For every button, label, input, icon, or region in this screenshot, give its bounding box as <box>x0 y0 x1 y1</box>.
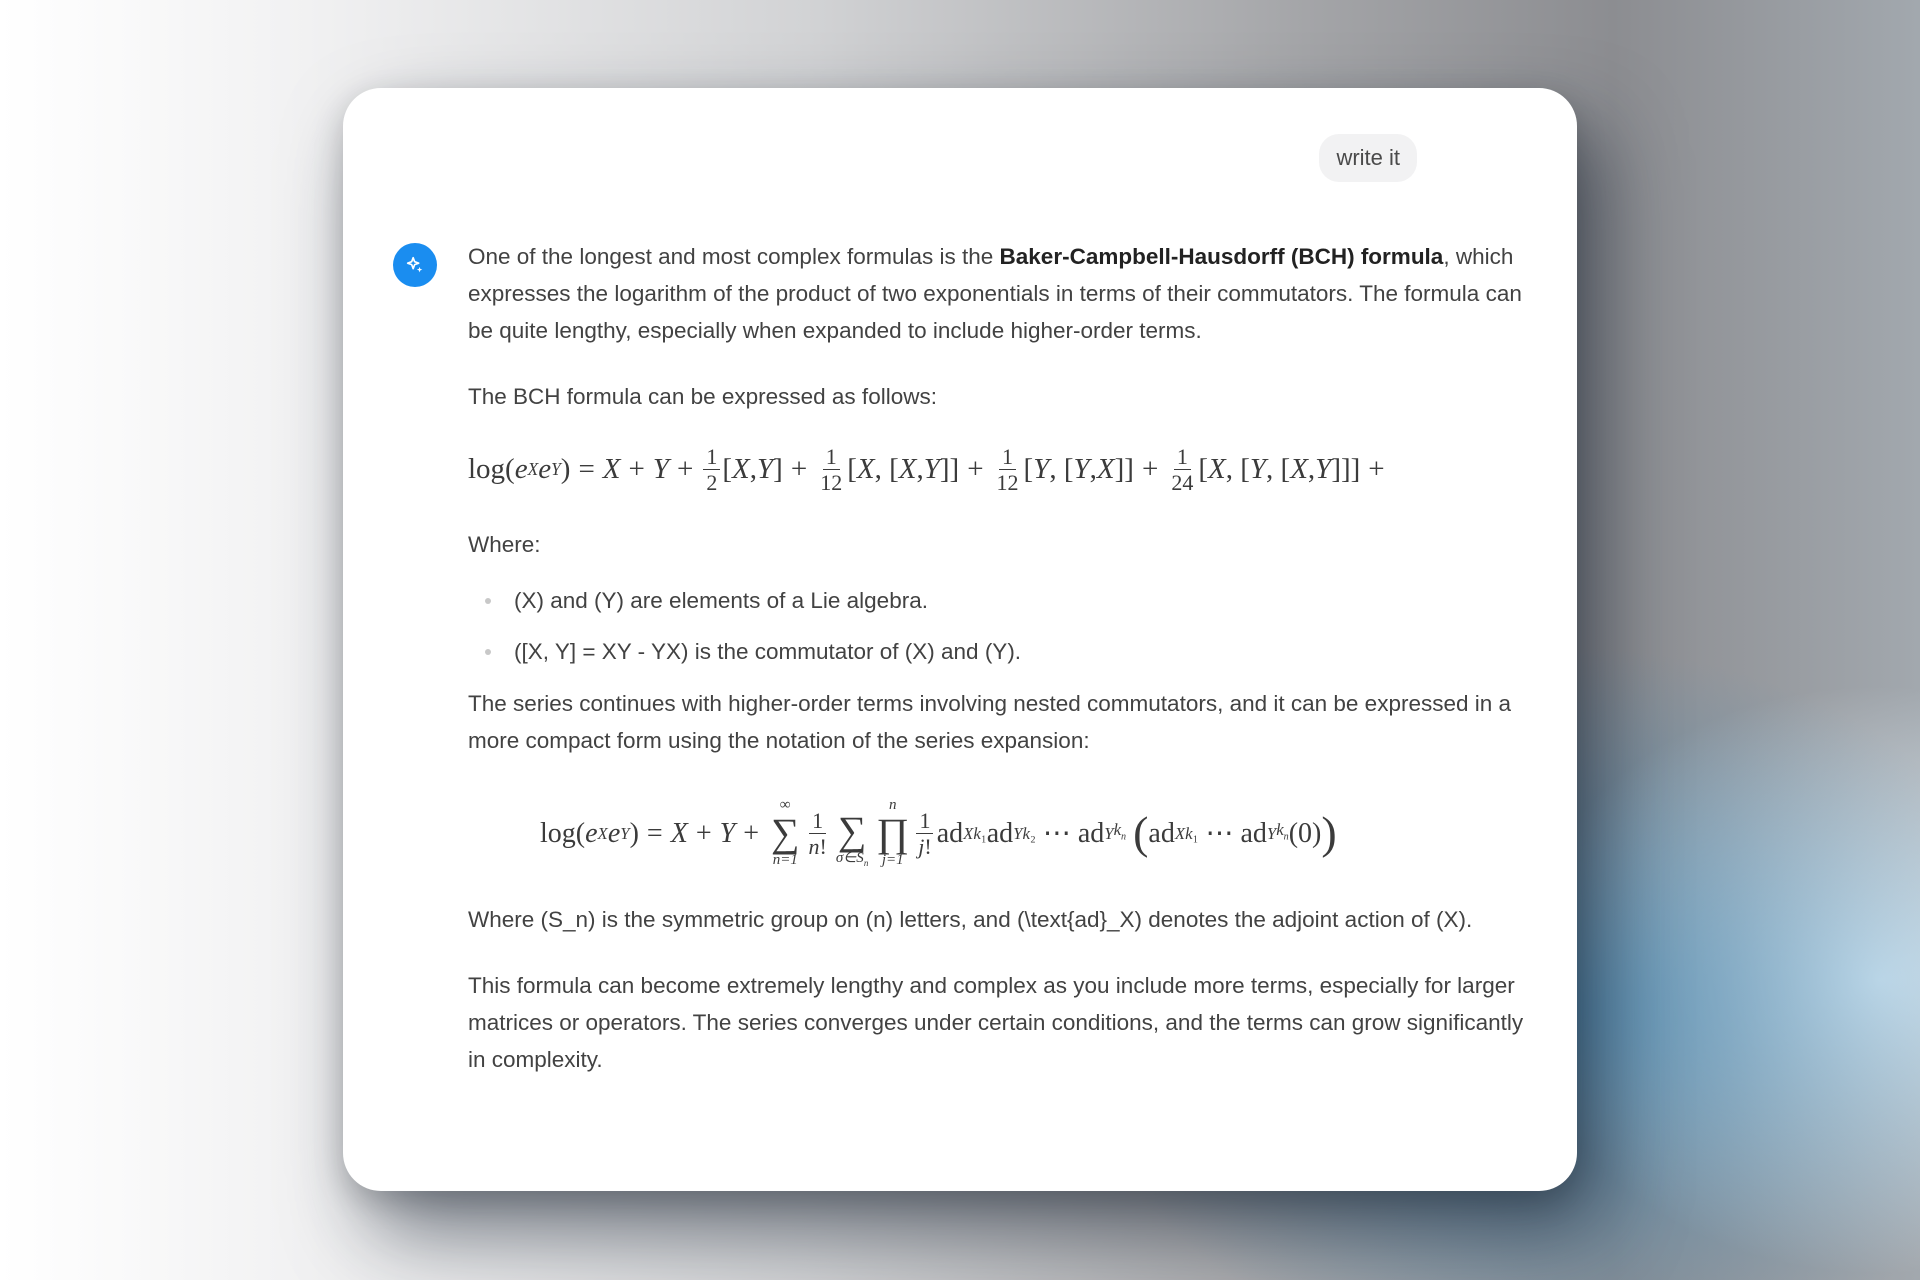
assistant-avatar <box>393 243 437 287</box>
user-message-bubble: write it <box>1319 134 1417 182</box>
definitions-list <box>468 582 1538 670</box>
closing-paragraph: This formula can become extremely lengthy and complex as you include more terms, especially for larger matrices or operators. The series converges under certain conditions, and the terms can grow significantly in complexity. <box>468 973 1524 1072</box>
bch-formula-name: Baker-Campbell-Hausdorff (BCH) formula <box>999 244 1444 269</box>
series-expansion-equation: log( e X e Y ) = X + Y + ∞ ∑ n=1 $\frac{1}{n!}$ ∑ $\sigma\in S_n$ n ∏ j=1 $\frac{1}{j!}$ ad X k₁ ad Y k₂ ⋯ ad Y $k_n$ ( ad X k₁ ⋯ ad Y $k_n$ (0) ) <box>540 797 1337 868</box>
intro-paragraph: One of the longest and most complex formulas is the Baker-Campbell-Hausdorff (BCH) formula, which expresses the logarithm of the product of two exponentials in terms of their commutators. The formula can be quite lengthy, especially when expanded to include higher-order terms. <box>468 244 1522 343</box>
chat-panel <box>343 88 1577 1191</box>
where-label: Where: <box>468 532 541 557</box>
series-paragraph: The series continues with higher-order terms involving nested commutators, and it can be expressed in a more compact form using the notation of the series expansion: <box>468 691 1512 753</box>
symmetric-group-paragraph: Where (S_n) is the symmetric group on (n) letters, and (\text{ad}_X) denotes the adjoint action of (X). <box>468 907 1473 932</box>
list-item: ([X, Y] = XY - YX) is the commutator of (X) and (Y). <box>468 633 1538 670</box>
expressed-as-text: The BCH formula can be expressed as follows: <box>468 384 937 409</box>
bch-formula-equation: log( e X e Y ) = X + Y + $\frac{1}{2}$ [ X , Y ] + $\frac{1}{12}$ [ X , [ X , Y ]] + $\frac{1}{12}$ [ Y , [ Y , X ]] + $\frac{1}{24}$ [ X , [ Y , [ X , Y ]]] + <box>468 443 1385 495</box>
sparkle-icon <box>404 254 426 276</box>
list-item: (X) and (Y) are elements of a Lie algebra. <box>468 582 1538 619</box>
assistant-response <box>468 238 1538 1078</box>
